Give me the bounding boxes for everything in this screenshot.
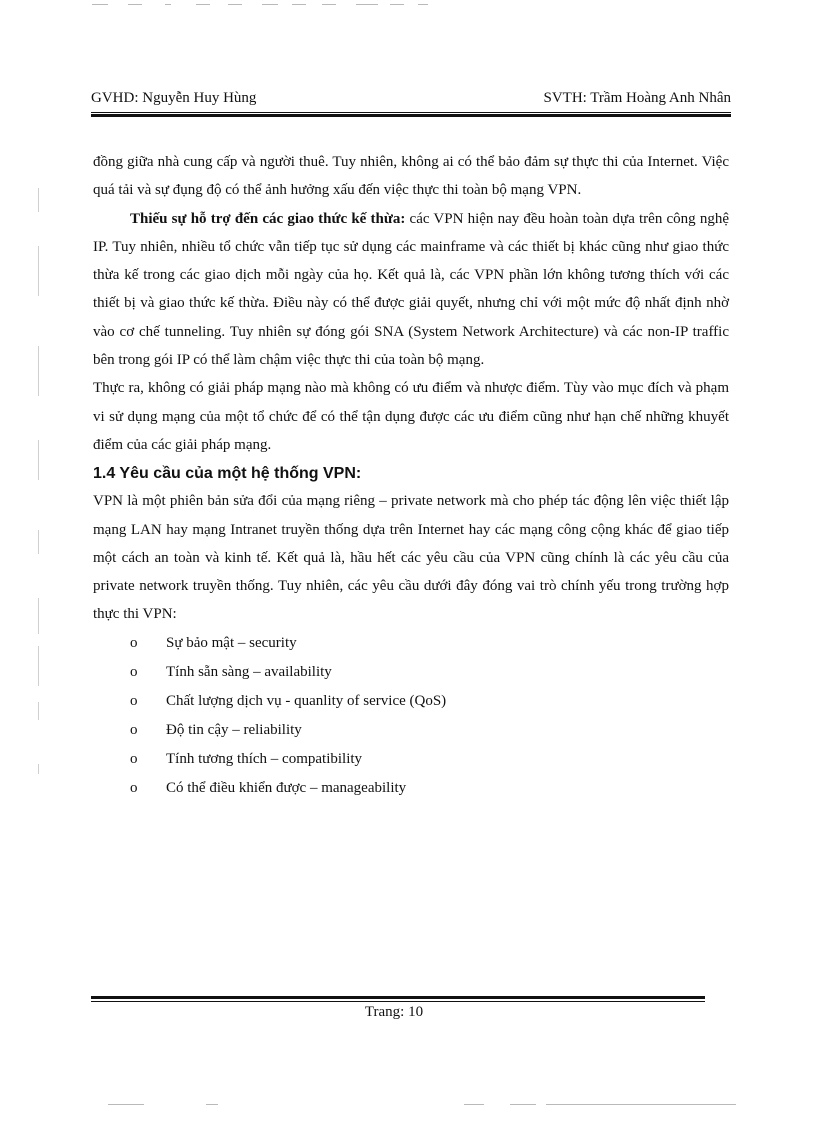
page-footer	[0, 1004, 816, 1021]
requirements-list	[93, 629, 729, 803]
footer-divider-thick	[91, 996, 705, 999]
header-divider	[91, 112, 731, 113]
list-item-text: Tính sẵn sàng – availability	[166, 663, 332, 680]
bullet-circle-icon: o	[130, 750, 138, 767]
paragraph-lead-bold: Thiếu sự hỗ trợ đến các giao thức kế thừa:	[130, 210, 406, 227]
paragraph-summary: Thực ra, không có giải pháp mạng nào mà không có ưu điểm và nhược điểm. Tùy vào mục đích và phạm vi sử dụng mạng của một tổ chức để có thể tận dụng được các ưu điểm cũng như hạn chế những khuyết điểm của các giải pháp mạng.	[93, 380, 729, 453]
bullet-circle-icon: o	[130, 779, 138, 796]
list-item	[93, 774, 729, 803]
list-item	[93, 745, 729, 774]
header-supervisor: GVHD: Nguyễn Huy Hùng	[91, 90, 257, 106]
bullet-circle-icon: o	[130, 721, 138, 738]
page-header	[91, 90, 731, 110]
list-item	[93, 716, 729, 745]
list-item-text: Độ tin cậy – reliability	[166, 721, 302, 738]
footer-divider	[91, 1001, 705, 1002]
list-item	[93, 629, 729, 658]
list-item	[93, 658, 729, 687]
paragraph-continuation: đồng giữa nhà cung cấp và người thuê. Tuy nhiên, không ai có thể bảo đảm sự thực thi của Internet. Việc quá tải và sự đụng độ có thể ảnh hưởng xấu đến việc thực thi toàn bộ mạng VPN.	[93, 154, 729, 199]
list-item-text: Sự bảo mật – security	[166, 634, 297, 651]
paragraph-legacy-protocols	[93, 205, 729, 375]
section-heading: 1.4 Yêu cầu của một hệ thống VPN:	[93, 465, 362, 483]
paragraph-legacy-text: các VPN hiện nay đều hoàn toàn dựa trên công nghệ IP. Tuy nhiên, nhiều tổ chức vẫn tiếp tục sử dụng các mainframe và các thiết bị khác cũng như giao thức thừa kế trong các giao dịch mỗi ngày của họ. Kết quả là, các VPN phần lớn không tương thích với các thiết bị và giao thức kế thừa. Điều này có thể được giải quyết, nhưng chỉ với một mức độ nhất định nhờ vào cơ chế tunneling. Tuy nhiên sự đóng gói SNA (System Network Architecture) và các non-IP traffic bên trong gói IP có thể làm chậm việc thực thi của toàn bộ mạng.	[93, 210, 729, 369]
list-item	[93, 687, 729, 716]
page-number: Trang: 10	[364, 1004, 424, 1020]
list-item-text: Có thể điều khiển được – manageability	[166, 779, 407, 796]
bullet-circle-icon: o	[130, 663, 138, 680]
list-item-text: Chất lượng dịch vụ - quanlity of service (QoS)	[166, 692, 447, 709]
page-body	[93, 148, 729, 803]
header-student: SVTH: Trầm Hoàng Anh Nhân	[543, 90, 731, 106]
section-intro: VPN là một phiên bản sửa đổi của mạng riêng – private network mà cho phép tác động lên việc thiết lập mạng LAN hay mạng Intranet truyền thống dựa trên Internet hay các mạng công cộng khác để giao tiếp một cách an toàn và kinh tế. Kết quả là, hầu hết các yêu cầu của VPN cũng chính là các yêu cầu của private network truyền thống. Tuy nhiên, các yêu cầu dưới đây đóng vai trò chính yếu trong trường hợp thực thi VPN:	[93, 493, 729, 623]
header-divider-thick	[91, 114, 731, 117]
bullet-circle-icon: o	[130, 634, 138, 651]
bullet-circle-icon: o	[130, 692, 138, 709]
list-item-text: Tính tương thích – compatibility	[166, 750, 363, 767]
